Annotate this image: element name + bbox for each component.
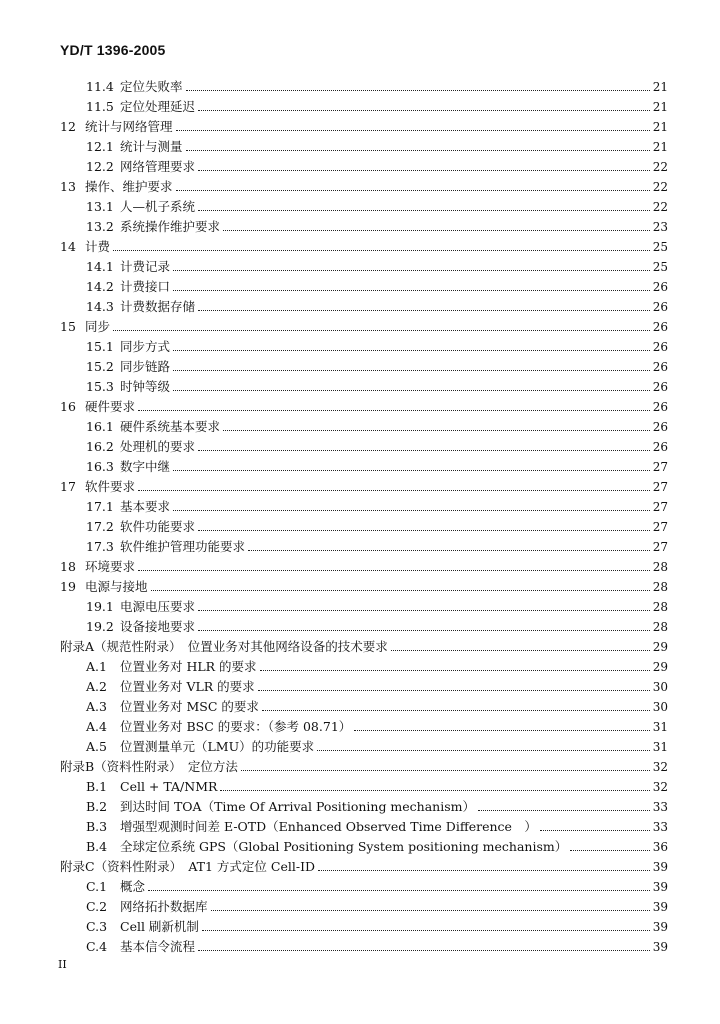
toc-entry — [86, 894, 668, 914]
toc-entry — [60, 854, 668, 874]
toc-entry-page: 26 — [652, 300, 668, 314]
toc-entry-title: 人—机子系统 — [120, 199, 196, 214]
toc-entry — [86, 534, 668, 554]
toc-entry — [86, 874, 668, 894]
toc-entry — [86, 674, 668, 694]
toc-entry — [60, 634, 668, 654]
toc-dot-leader — [391, 650, 650, 651]
toc-dot-leader — [151, 590, 650, 591]
toc-dot-leader — [173, 270, 650, 271]
toc-entry-page: 30 — [652, 680, 668, 694]
toc-entry-number: 18 — [60, 559, 76, 574]
toc-entry — [86, 734, 668, 754]
toc-dot-leader — [173, 350, 650, 351]
toc-entry-title: 电源电压要求 — [120, 599, 196, 614]
toc-entry-title: 网络拓扑数据库 — [120, 899, 208, 914]
toc-entry-title: 同步 — [85, 319, 111, 334]
toc-entry — [60, 394, 668, 414]
toc-entry-title: 定位处理延迟 — [120, 99, 196, 114]
toc-entry — [86, 334, 668, 354]
toc-entry-title: 定位失败率 — [120, 79, 183, 94]
toc-entry-page: 33 — [652, 800, 668, 814]
toc-entry-number: 14.1 — [86, 259, 114, 274]
toc-entry-number: B.2 — [86, 799, 108, 814]
toc-entry-number: 15.3 — [86, 379, 114, 394]
toc-entry-page: 21 — [652, 100, 668, 114]
toc-entry — [86, 154, 668, 174]
toc-entry-number: 11.5 — [86, 99, 114, 114]
toc-entry-title: 基本要求 — [120, 499, 171, 514]
toc-dot-leader — [173, 390, 650, 391]
toc-entry — [86, 614, 668, 634]
toc-dot-leader — [198, 950, 650, 951]
toc-dot-leader — [198, 170, 650, 171]
toc-entry-number: 15.2 — [86, 359, 114, 374]
toc-entry-page: 32 — [652, 780, 668, 794]
page-number: II — [58, 958, 67, 971]
toc-entry-page: 27 — [652, 480, 668, 494]
toc-dot-leader — [223, 230, 650, 231]
toc-entry-page: 31 — [652, 720, 668, 734]
toc-entry-title: 计费接口 — [120, 279, 171, 294]
toc-entry-title: 位置业务对 MSC 的要求 — [120, 699, 259, 714]
toc-entry-page: 28 — [652, 600, 668, 614]
toc-entry-page: 28 — [652, 620, 668, 634]
toc-entry — [86, 74, 668, 94]
toc-dot-leader — [354, 730, 649, 731]
toc-entry — [86, 254, 668, 274]
toc-entry-page: 23 — [652, 220, 668, 234]
toc-entry-title: 软件维护管理功能要求 — [120, 539, 246, 554]
toc-entry-title: 电源与接地 — [85, 579, 148, 594]
toc-dot-leader — [198, 310, 650, 311]
toc-entry-number: 12 — [60, 119, 76, 134]
toc-entry-number: 14.2 — [86, 279, 114, 294]
toc-entry-title: 网络管理要求 — [120, 159, 196, 174]
toc-entry-title: 操作、维护要求 — [85, 179, 173, 194]
toc-entry-page: 21 — [652, 140, 668, 154]
toc-entry — [60, 474, 668, 494]
toc-entry — [60, 314, 668, 334]
toc-entry-page: 22 — [652, 200, 668, 214]
toc-dot-leader — [202, 930, 650, 931]
toc-entry — [86, 934, 668, 954]
toc-dot-leader — [173, 510, 650, 511]
toc-entry-title: 软件要求 — [85, 479, 136, 494]
toc-entry-number: 13.2 — [86, 219, 114, 234]
toc-entry-title: 硬件系统基本要求 — [120, 419, 221, 434]
toc-entry-number: 16 — [60, 399, 76, 414]
toc-entry-page: 32 — [652, 760, 668, 774]
toc-entry-number: A.5 — [86, 739, 107, 754]
toc-entry-page: 26 — [652, 400, 668, 414]
toc-dot-leader — [176, 190, 650, 191]
toc-entry-number: 19 — [60, 579, 76, 594]
toc-entry-title: 计费数据存储 — [120, 299, 196, 314]
toc-entry-title: 位置测量单元（LMU）的功能要求 — [120, 739, 315, 754]
toc-entry — [86, 374, 668, 394]
toc-dot-leader — [211, 910, 650, 911]
toc-entry — [86, 694, 668, 714]
toc-entry-page: 22 — [652, 180, 668, 194]
toc-dot-leader — [198, 630, 650, 631]
toc-dot-leader — [173, 370, 650, 371]
toc-entry-page: 26 — [652, 440, 668, 454]
toc-entry-title: 同步链路 — [120, 359, 171, 374]
toc-entry-title: Cell 刷新机制 — [120, 919, 199, 934]
toc-entry-page: 36 — [652, 840, 668, 854]
toc-entry-page: 26 — [652, 280, 668, 294]
toc-dot-leader — [220, 790, 649, 791]
toc-entry — [86, 794, 668, 814]
toc-entry-title: 位置业务对 HLR 的要求 — [120, 659, 257, 674]
toc-dot-leader — [148, 890, 650, 891]
toc-entry — [86, 814, 668, 834]
document-number: YD/T 1396-2005 — [60, 42, 166, 58]
toc-entry-number: 16.3 — [86, 459, 114, 474]
toc-entry-number: 17.1 — [86, 499, 114, 514]
toc-dot-leader — [260, 670, 650, 671]
toc-entry-number: 16.1 — [86, 419, 114, 434]
toc-entry-number: A.4 — [86, 719, 107, 734]
toc-entry-title: 基本信令流程 — [120, 939, 196, 954]
toc-entry-number: A.2 — [86, 679, 107, 694]
toc-entry-title: 计费 — [85, 239, 111, 254]
toc-entry — [86, 294, 668, 314]
toc-entry — [86, 134, 668, 154]
toc-entry-title: 附录C（资料性附录） AT1 方式定位 Cell-ID — [60, 859, 316, 874]
toc-dot-leader — [198, 610, 650, 611]
toc-entry-page: 21 — [652, 80, 668, 94]
toc-entry-title: 全球定位系统 GPS（Global Positioning System positioning mechanism） — [120, 839, 568, 854]
toc-entry-number: A.3 — [86, 699, 107, 714]
toc-entry-page: 21 — [652, 120, 668, 134]
toc-dot-leader — [173, 290, 650, 291]
toc-entry — [86, 194, 668, 214]
toc-entry — [86, 354, 668, 374]
toc-entry — [86, 834, 668, 854]
toc-entry-page: 39 — [652, 940, 668, 954]
toc-entry-page: 27 — [652, 460, 668, 474]
toc-entry-page: 26 — [652, 420, 668, 434]
toc-dot-leader — [198, 450, 650, 451]
toc-entry-number: 14 — [60, 239, 76, 254]
toc-entry — [86, 414, 668, 434]
toc-entry-title: 计费记录 — [120, 259, 171, 274]
toc-entry-number: 16.2 — [86, 439, 114, 454]
toc-dot-leader — [318, 870, 650, 871]
toc-entry-number: 12.1 — [86, 139, 114, 154]
toc-dot-leader — [138, 570, 650, 571]
toc-entry-title: Cell + TA/NMR — [120, 779, 218, 794]
toc-entry-number: 17 — [60, 479, 76, 494]
toc-entry — [86, 914, 668, 934]
toc-entry — [86, 774, 668, 794]
toc-entry-title: 系统操作维护要求 — [120, 219, 221, 234]
toc-dot-leader — [262, 710, 650, 711]
toc-entry-page: 22 — [652, 160, 668, 174]
toc-entry-page: 33 — [652, 820, 668, 834]
toc-dot-leader — [198, 210, 650, 211]
toc-entry-page: 27 — [652, 500, 668, 514]
toc-entry-page: 30 — [652, 700, 668, 714]
toc-entry — [60, 554, 668, 574]
toc-entry-number: 15.1 — [86, 339, 114, 354]
toc-entry-page: 26 — [652, 340, 668, 354]
toc-entry-page: 26 — [652, 380, 668, 394]
toc-entry-page: 25 — [652, 240, 668, 254]
toc-entry-title: 统计与测量 — [120, 139, 183, 154]
toc-entry-number: B.3 — [86, 819, 108, 834]
toc-entry-number: A.1 — [86, 659, 107, 674]
toc-entry-number: 19.1 — [86, 599, 114, 614]
toc-entry-page: 39 — [652, 880, 668, 894]
toc-entry-title: 软件功能要求 — [120, 519, 196, 534]
toc-entry — [86, 514, 668, 534]
toc-entry-number: C.4 — [86, 939, 108, 954]
toc-dot-leader — [113, 330, 650, 331]
toc-entry-page: 27 — [652, 540, 668, 554]
toc-entry-title: 位置业务对 VLR 的要求 — [120, 679, 255, 694]
toc-entry — [86, 214, 668, 234]
toc-dot-leader — [176, 130, 650, 131]
toc-entry-title: 环境要求 — [85, 559, 136, 574]
toc-dot-leader — [138, 410, 650, 411]
toc-entry — [86, 594, 668, 614]
toc-entry — [60, 234, 668, 254]
toc-entry-page: 29 — [652, 640, 668, 654]
toc-entry-title: 设备接地要求 — [120, 619, 196, 634]
toc-entry-title: 位置业务对 BSC 的要求：（参考 08.71） — [120, 719, 352, 734]
toc-entry-number: 12.2 — [86, 159, 114, 174]
toc-dot-leader — [258, 690, 650, 691]
toc-entry-page: 28 — [652, 560, 668, 574]
toc-entry-page: 39 — [652, 900, 668, 914]
toc-entry-number: 17.2 — [86, 519, 114, 534]
toc-dot-leader — [540, 830, 650, 831]
toc-entry-page: 28 — [652, 580, 668, 594]
toc-entry — [60, 114, 668, 134]
toc-entry-number: C.2 — [86, 899, 108, 914]
toc-entry-page: 31 — [652, 740, 668, 754]
toc-dot-leader — [223, 430, 650, 431]
toc-entry-title: 同步方式 — [120, 339, 171, 354]
toc-dot-leader — [173, 470, 650, 471]
toc-entry-page: 26 — [652, 320, 668, 334]
toc-entry — [60, 754, 668, 774]
toc-entry-number: 11.4 — [86, 79, 114, 94]
toc-entry-title: 统计与网络管理 — [85, 119, 173, 134]
toc-entry-page: 39 — [652, 860, 668, 874]
toc-entry — [86, 434, 668, 454]
toc-entry-number: 13 — [60, 179, 76, 194]
toc-entry-title: 数字中继 — [120, 459, 171, 474]
toc-entry-title: 处理机的要求 — [120, 439, 196, 454]
toc-dot-leader — [248, 550, 650, 551]
toc-entry-number: 19.2 — [86, 619, 114, 634]
toc-dot-leader — [198, 110, 650, 111]
toc-dot-leader — [186, 90, 650, 91]
toc-entry — [60, 174, 668, 194]
toc-entry-number: 13.1 — [86, 199, 114, 214]
toc-entry — [60, 574, 668, 594]
toc-dot-leader — [186, 150, 650, 151]
toc-entry-title: 概念 — [120, 879, 146, 894]
toc-dot-leader — [138, 490, 650, 491]
toc-dot-leader — [570, 850, 649, 851]
toc-dot-leader — [317, 750, 650, 751]
toc-entry-number: 14.3 — [86, 299, 114, 314]
toc-entry-number: 15 — [60, 319, 76, 334]
toc-entry — [86, 494, 668, 514]
toc-entry — [86, 274, 668, 294]
toc-entry-title: 硬件要求 — [85, 399, 136, 414]
toc-entry-title: 时钟等级 — [120, 379, 171, 394]
toc-dot-leader — [478, 810, 650, 811]
toc-entry-number: B.1 — [86, 779, 108, 794]
toc-entry — [86, 714, 668, 734]
toc-entry — [86, 454, 668, 474]
toc-entry-title: 增强型观测时间差 E-OTD（Enhanced Observed Time Difference ） — [120, 819, 537, 834]
toc-dot-leader — [241, 770, 650, 771]
toc-entry — [86, 654, 668, 674]
toc-entry-title: 附录B（资料性附录） 定位方法 — [60, 759, 238, 774]
toc-entry-title: 到达时间 TOA（Time Of Arrival Positioning mechanism） — [120, 799, 475, 814]
toc-entry-page: 39 — [652, 920, 668, 934]
toc-entry-title: 附录A（规范性附录） 位置业务对其他网络设备的技术要求 — [60, 639, 388, 654]
toc-entry-page: 25 — [652, 260, 668, 274]
toc-entry-number: C.3 — [86, 919, 108, 934]
toc-dot-leader — [198, 530, 650, 531]
toc-entry-page: 29 — [652, 660, 668, 674]
toc-dot-leader — [113, 250, 650, 251]
toc-entry-number: C.1 — [86, 879, 108, 894]
toc-entry — [86, 94, 668, 114]
toc-entry-number: B.4 — [86, 839, 108, 854]
toc-entry-number: 17.3 — [86, 539, 114, 554]
toc-entry-page: 27 — [652, 520, 668, 534]
toc-entry-page: 26 — [652, 360, 668, 374]
